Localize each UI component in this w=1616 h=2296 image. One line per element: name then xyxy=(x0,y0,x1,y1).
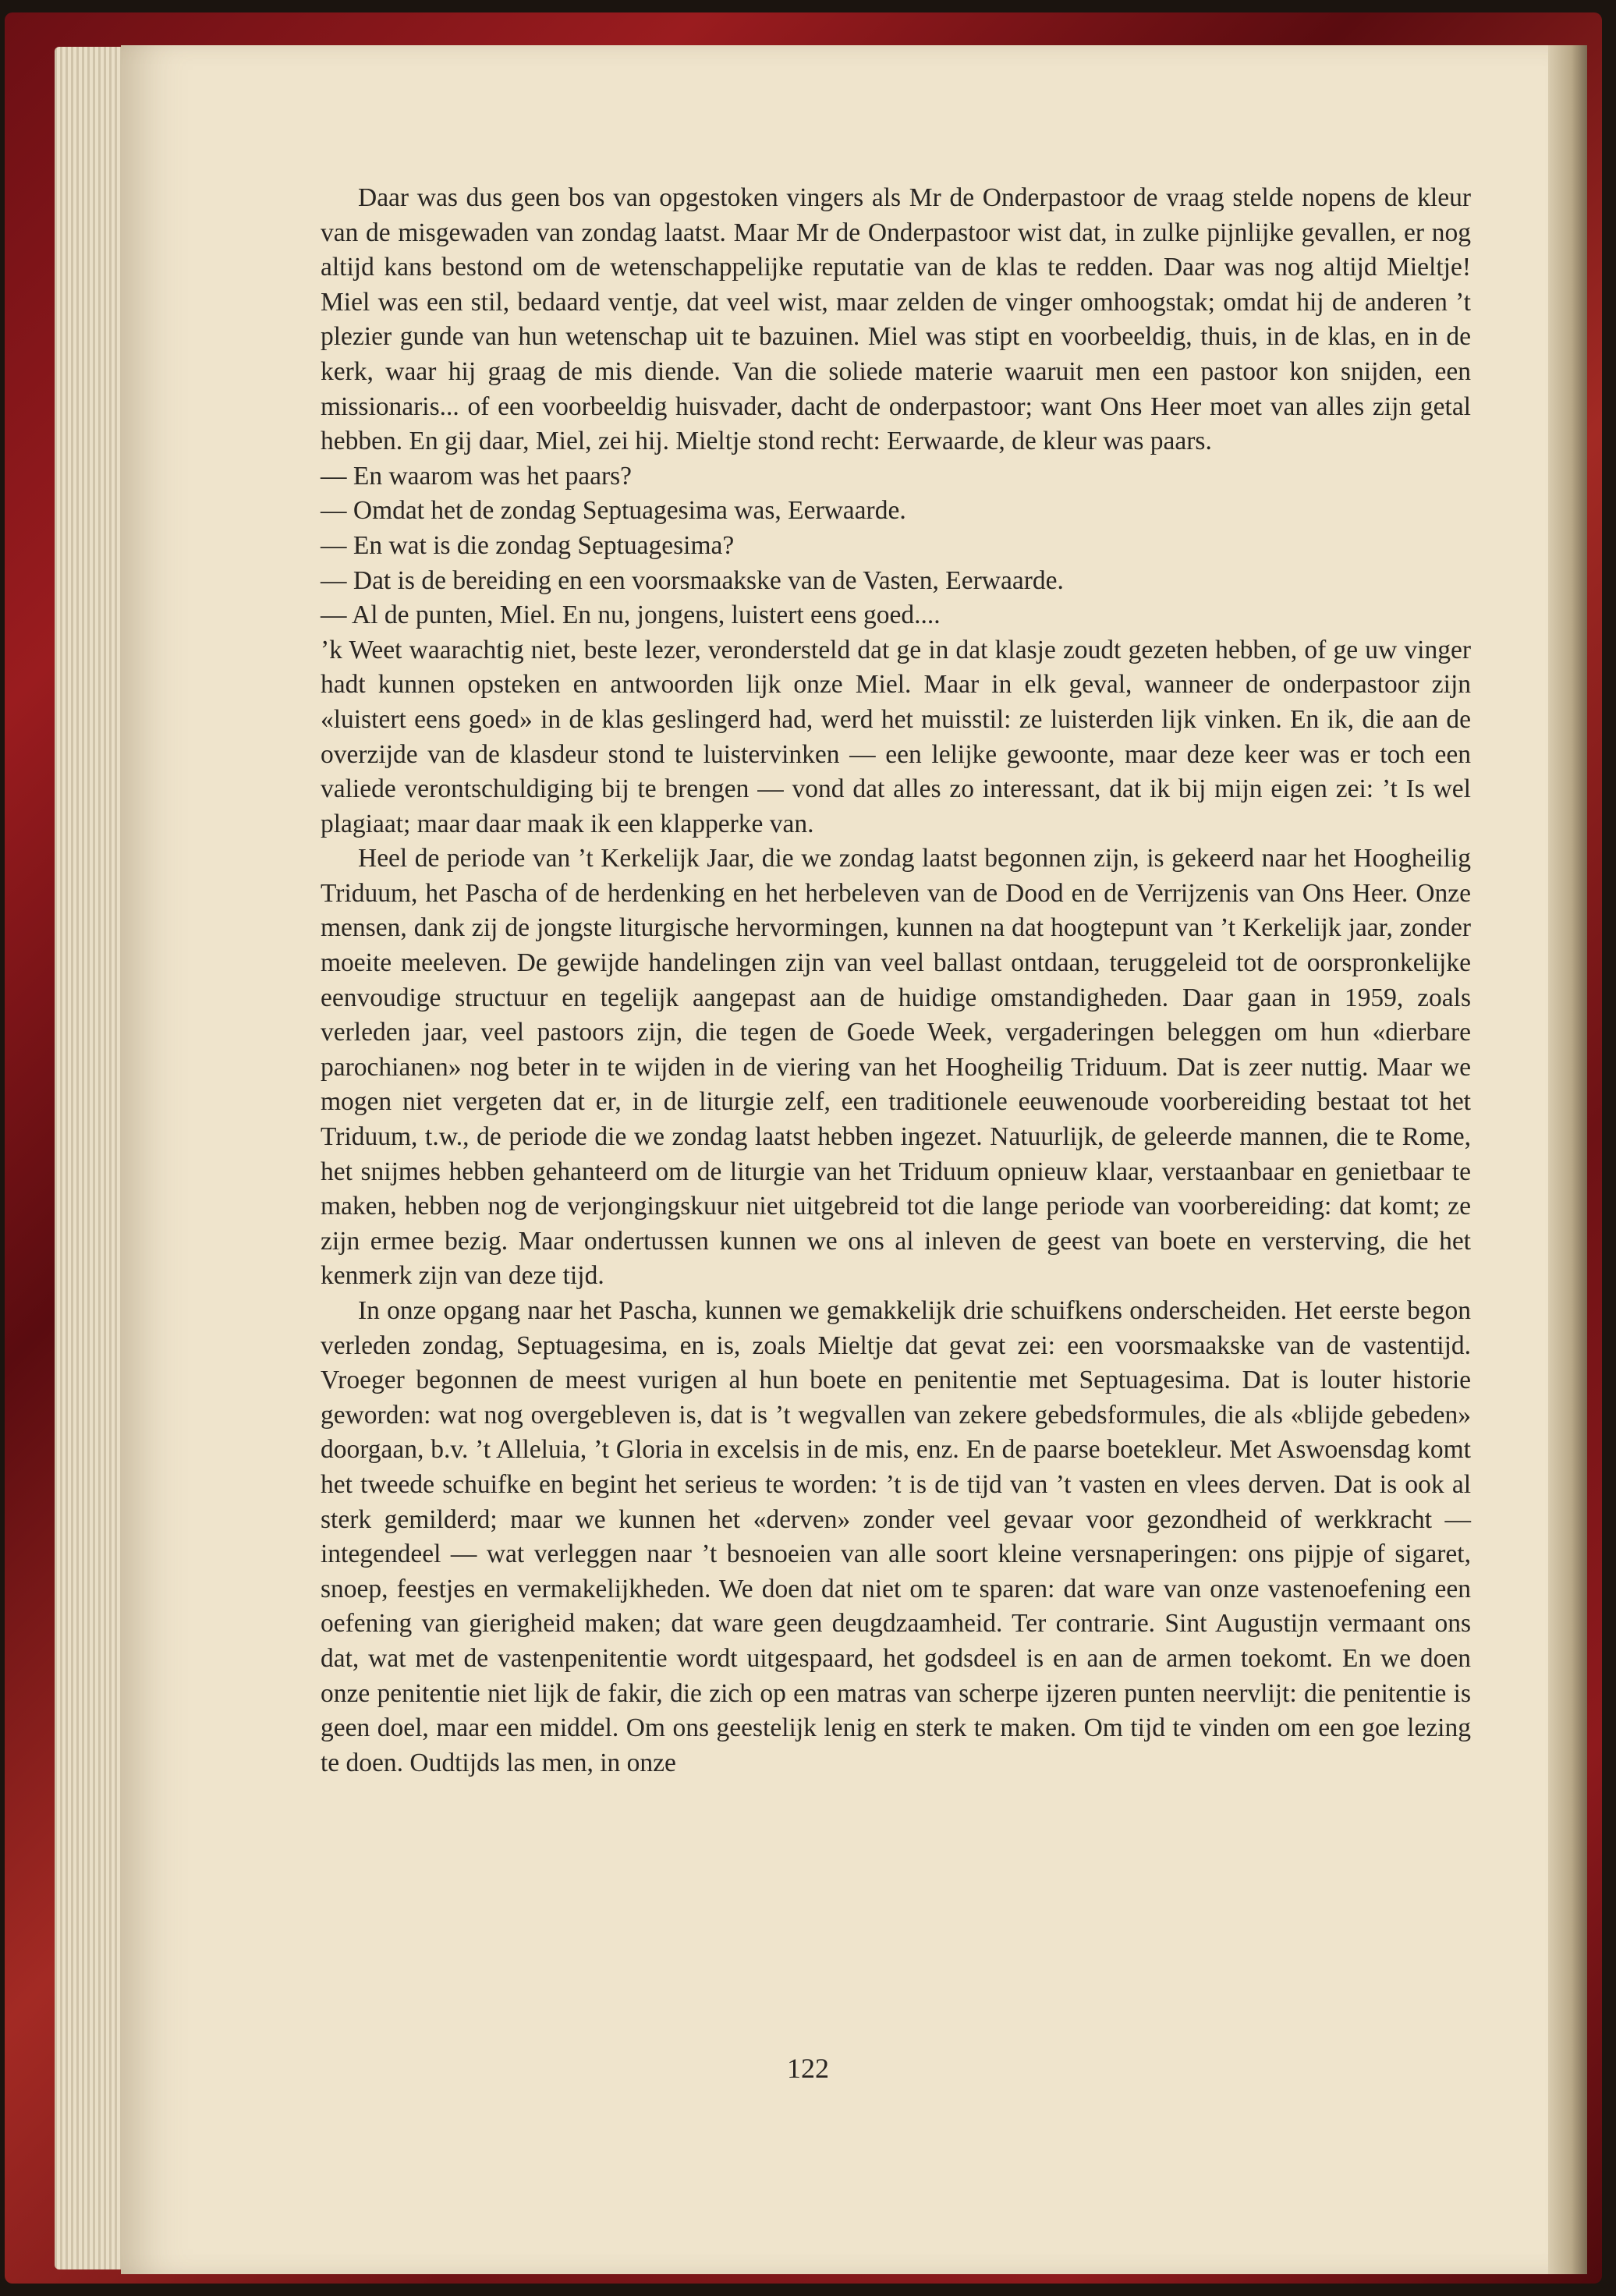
dialogue-line-4: — Dat is de bereiding en een voorsmaakske van de Vasten, Eerwaarde. xyxy=(321,565,1064,595)
page-gutter xyxy=(1548,45,1587,2274)
paragraph-1: Daar was dus geen bos van opgestoken vingers als Mr de Onderpastoor de vraag stelde nopens de kleur van de misgewaden van zondag laatst. Maar Mr de Onderpastoor wist dat, in zulke pijnlijke gevallen, er nog altijd kans bestond om de wetenschappelijke reputatie van de klas te redden. Daar was nog altijd Mieltje! Miel was een stil, bedaard ventje, dat veel wist, maar zelden de vinger omhoogstak; omdat hij de anderen ’t plezier gunde van hun wetenschap uit te bazuinen. Miel was stipt en voorbeeldig, thuis, in de klas, en in de kerk, waar hij graag de mis diende. Van die soliede materie waaruit men een pastoor kon snijden, een missionaris... of een voorbeeldig huisvader, dacht de onderpastoor; want Ons Heer moet van alles zijn getal hebben. En gij daar, Miel, zei hij. Mieltje stond recht: Eerwaarde, de kleur was paars. xyxy=(321,183,1471,456)
paragraph-2: ’k Weet waarachtig niet, beste lezer, verondersteld dat ge in dat klasje zoudt gezeten hebben, of ge uw vinger hadt kunnen opsteken en antwoorden lijk onze Miel. Maar in elk geval, wanneer de onderpastoor zijn «luistert eens goed» in de klas geslingerd had, werd het muisstil: ze luisterden lijk vinken. En ik, die aan de overzijde van de klasdeur stond te luistervinken — een lelijke gewoonte, maar deze keer was er toch een valiede verontschuldiging bij te brengen — vond dat alles zo interessant, dat ik bij mijn eigen zei: ’t Is wel plagiaat; maar daar maak ik een klapperke van. xyxy=(321,635,1471,838)
paragraph-3: Heel de periode van ’t Kerkelijk Jaar, die we zondag laatst begonnen zijn, is gekeerd naar het Hoogheilig Triduum, het Pascha of de herdenking en het herbeleven van de Dood en de Verrijzenis van Ons Heer. Onze mensen, dank zij de jongste liturgische hervormingen, kunnen na dat hoogtepunt van ’t Kerkelijk jaar, zonder moeite meeleven. De gewijde handelingen zijn van veel ballast ontdaan, teruggeleid tot de oorspronkelijke eenvoudige structuur en tegelijk aangepast aan de huidige omstandigheden. Daar gaan in 1959, zoals verleden jaar, veel pastoors zijn, die tegen de Goede Week, vergaderingen beleggen om hun «dierbare parochianen» nog beter in te wijden in de viering van het Hoogheilig Triduum. Dat is zeer nuttig. Maar we mogen niet vergeten dat er, in de liturgie zelf, een traditionele eeuwenoude voorbereiding bestaat tot het Triduum, t.w., de periode die we zondag laatst hebben ingezet. Natuurlijk, de geleerde mannen, die te Rome, het snijmes hebben gehanteerd om de liturgie van het Triduum opnieuw klaar, verstaanbaar en genietbaar te maken, hebben nog de verjongingskuur niet uitgebreid tot die lange periode van voorbereiding: dat komt; ze zijn ermee bezig. Maar ondertussen kunnen we ons al inleven de geest van boete en versterving, die het kenmerk zijn van deze tijd. xyxy=(321,844,1471,1291)
paragraph-4: In onze opgang naar het Pascha, kunnen we gemakkelijk drie schuifkens onderscheiden. Het eerste begon verleden zondag, Septuagesima, en is, zoals Mieltje dat gevat zei: een voorsmaakske van de vastentijd. Vroeger begonnen de meest vurigen al hun boete en penitentie met Septuagesima. Dat is louter historie geworden: wat nog overgebleven is, dat is ’t wegvallen van zekere gebedsformules, die als «blijde gebeden» doorgaan, b.v. ’t Alleluia, ’t Gloria in excelsis in de mis, enz. En de paarse boetekleur. Met Aswoensdag komt het tweede schuifke en begint het serieus te worden: ’t is de tijd van ’t vasten en vlees derven. Dat is ook al sterk gemilderd; maar we kunnen het «derven» zonder veel gevaar voor gezondheid of werkkracht — integendeel — wat verleggen naar ’t besnoeien van alle soort kleine versnaperingen: ons pijpje of sigaret, snoep, feestjes en vermakelijkheden. We doen dat niet om te sparen: dat ware van onze vastenoefening een oefening van gierigheid maken; dat ware geen deugdzaamheid. Ter contrarie. Sint Augustijn vermaant ons dat, wat met de vastenpenitentie wordt uitgespaard, het godsdeel is en aan de armen toekomt. En we doen onze penitentie niet lijk de fakir, die zich op een matras van scherpe ijzeren punten neervlijt: die penitentie is geen doel, maar een middel. Om ons geestelijk lenig en sterk te maken. Om tijd te vinden om een goe lezing te doen. Oudtijds las men, in onze xyxy=(321,1296,1471,1777)
page-number: 122 xyxy=(787,2053,829,2084)
body-text xyxy=(321,181,1471,1780)
dialogue-line-1: — En waarom was het paars? xyxy=(321,461,633,491)
dialogue-line-3: — En wat is die zondag Septuagesima? xyxy=(321,530,735,560)
dialogue-line-2: — Omdat het de zondag Septuagesima was, Eerwaarde. xyxy=(321,496,906,526)
dialogue-line-5: — Al de punten, Miel. En nu, jongens, luistert eens goed.... xyxy=(321,601,941,630)
